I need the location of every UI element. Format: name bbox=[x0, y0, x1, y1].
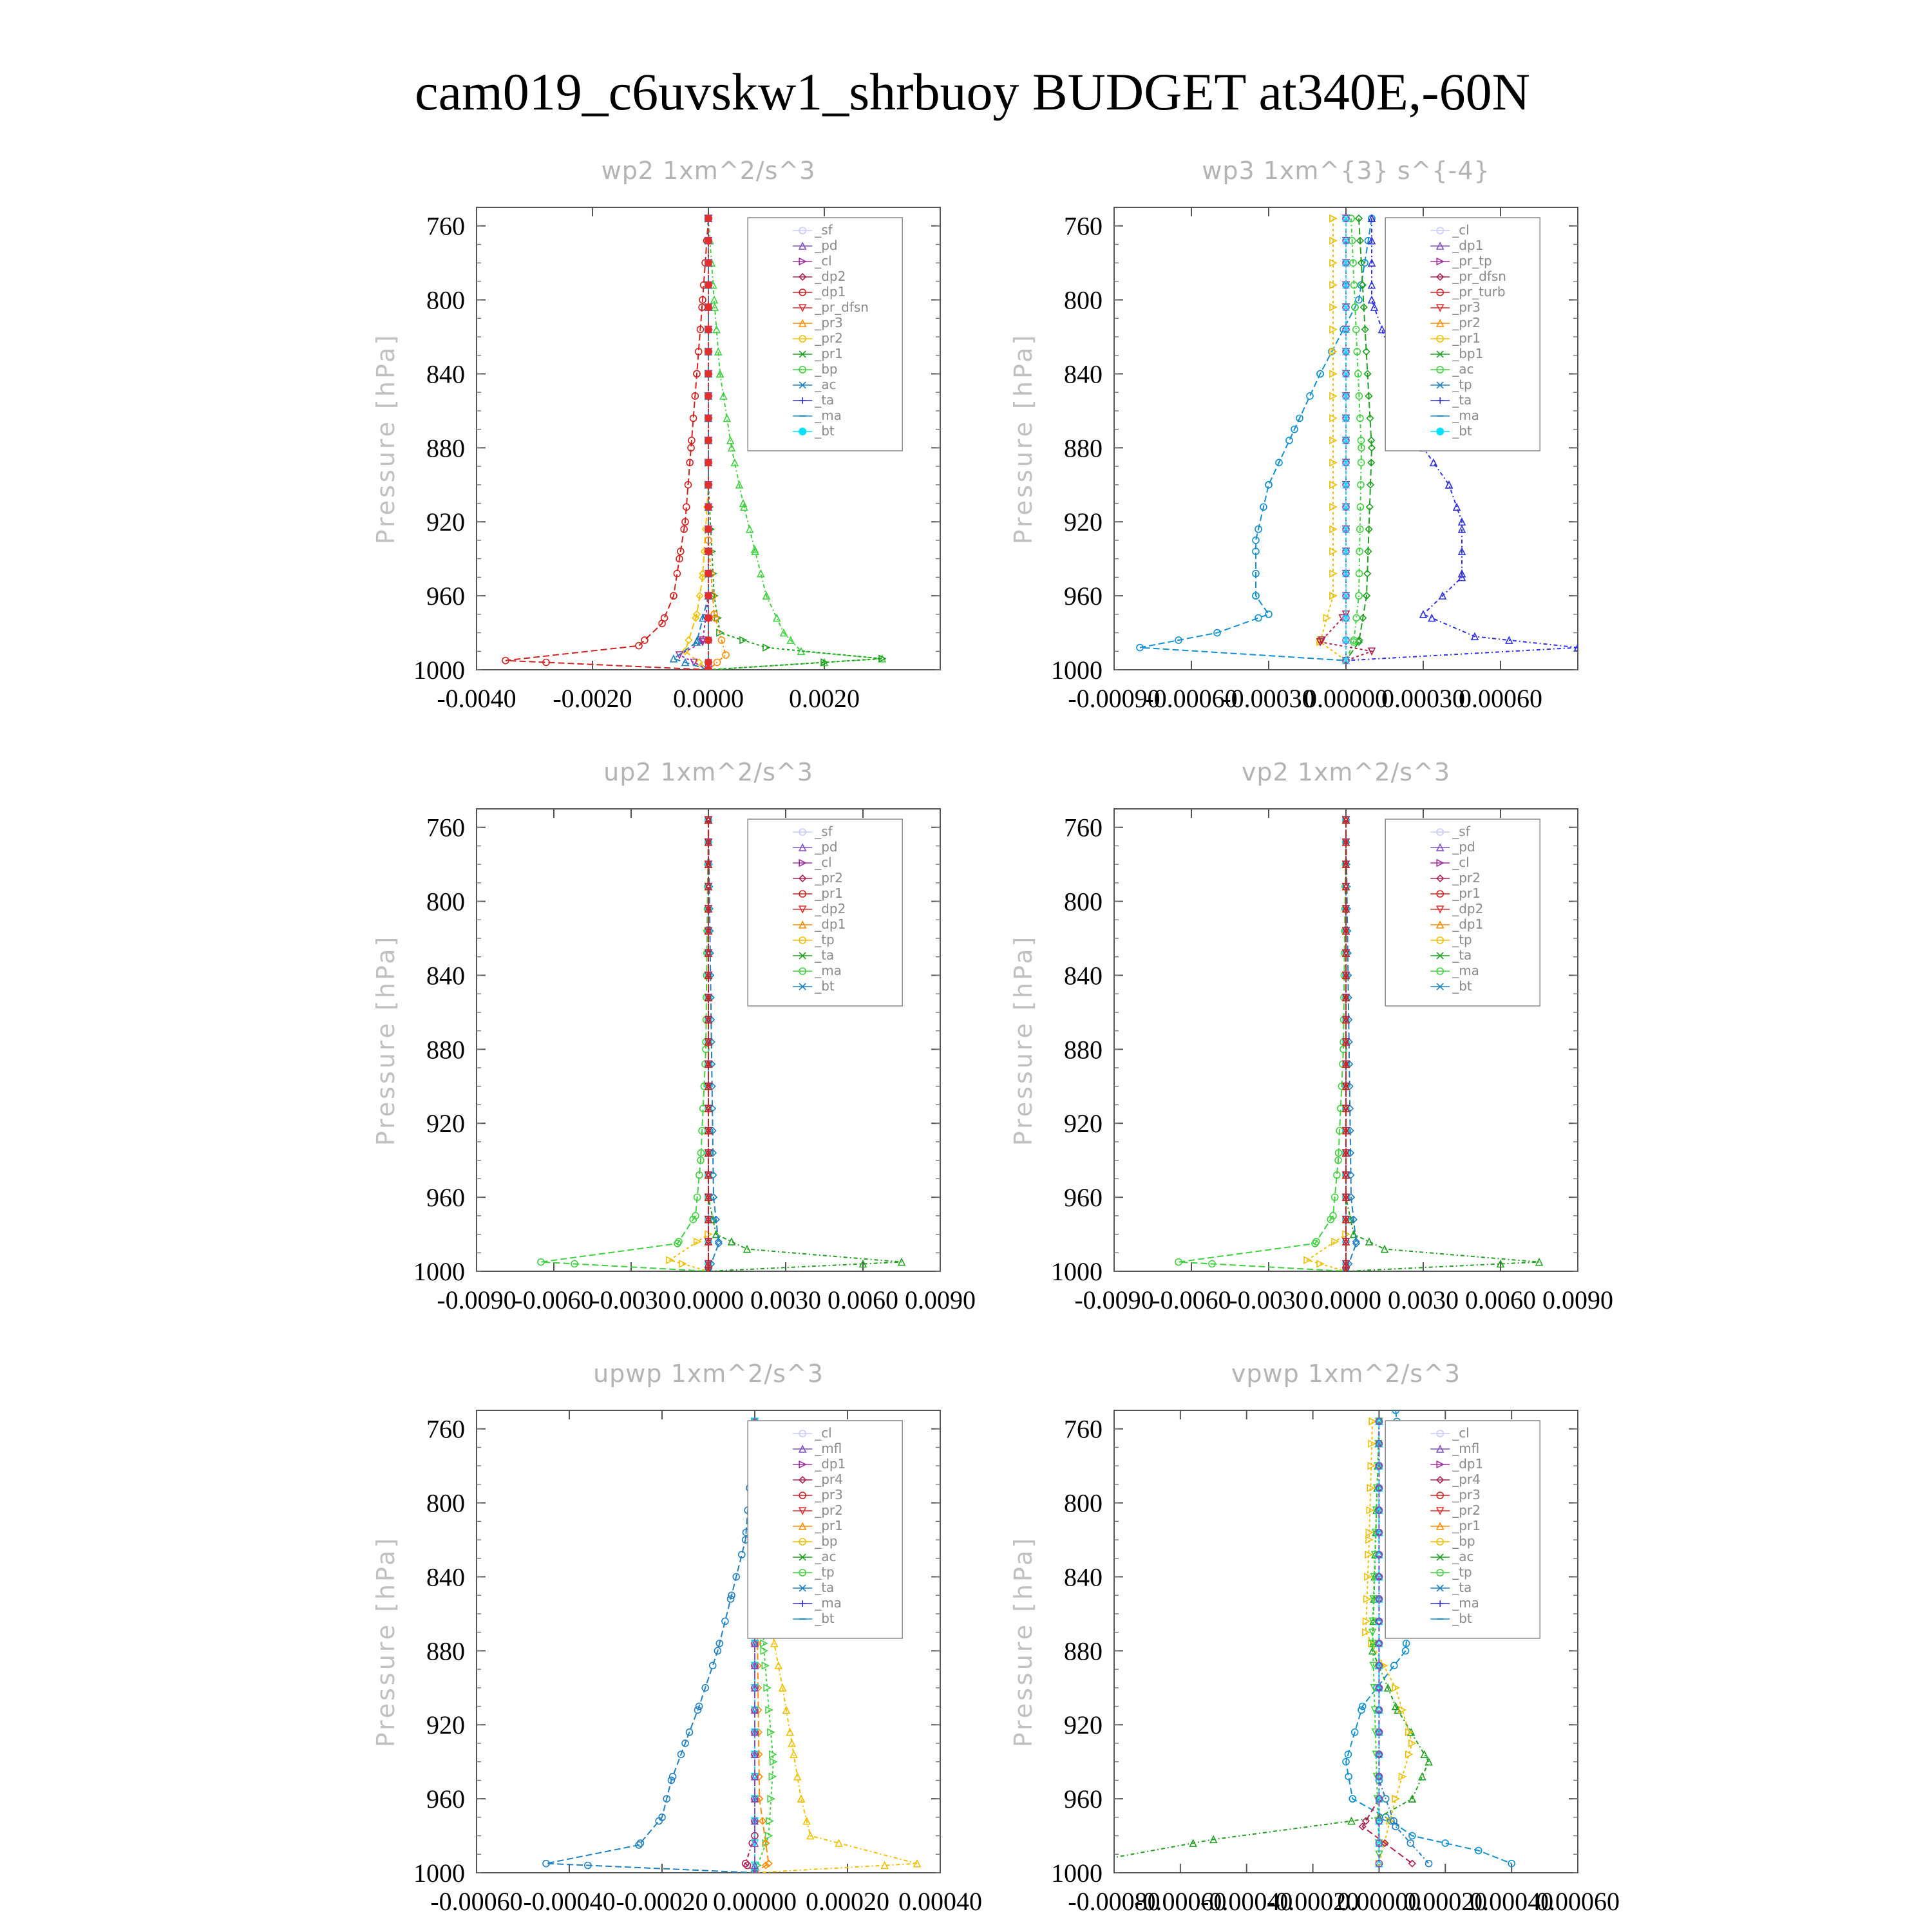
series-line-_ma bbox=[1140, 218, 1372, 660]
series-point-_pr2 bbox=[685, 637, 692, 643]
series-point-_pr_dfsn bbox=[705, 326, 712, 334]
legend-label: _ac bbox=[1452, 361, 1474, 377]
x-tick-label: 0.00040 bbox=[1470, 1887, 1554, 1916]
x-tick-label: 0.0060 bbox=[1465, 1285, 1536, 1314]
x-tick-label: 0.0090 bbox=[905, 1285, 976, 1314]
series-point-_ma bbox=[1255, 615, 1262, 621]
legend-label: _bp bbox=[1452, 1533, 1475, 1549]
x-tick-label: -0.00020 bbox=[1266, 1887, 1359, 1916]
x-tick-label: 0.0000 bbox=[1311, 1285, 1381, 1314]
legend-label: _tp bbox=[1452, 932, 1472, 947]
panel-title: wp2 1xm^2/s^3 bbox=[601, 156, 816, 185]
legend-label: _pr2 bbox=[815, 330, 843, 346]
x-tick-label: -0.00060 bbox=[430, 1887, 523, 1916]
series-point-_pr_dfsn bbox=[705, 348, 712, 355]
series-point-_tp bbox=[637, 1840, 643, 1846]
legend-label: _cl bbox=[815, 253, 832, 269]
series-vertex-_ta bbox=[1420, 611, 1426, 618]
series-vertex-_dp1 bbox=[636, 643, 642, 649]
x-tick-label: 0.00060 bbox=[1536, 1887, 1620, 1916]
legend-label: _pr1 bbox=[815, 1518, 843, 1533]
series-point-_tp bbox=[710, 1662, 716, 1669]
y-tick-label: 800 bbox=[1064, 1488, 1103, 1518]
y-tick-label: 760 bbox=[1064, 1414, 1103, 1444]
panels bbox=[372, 156, 1620, 1916]
legend-label: _ma bbox=[1452, 1595, 1479, 1611]
legend-label: _pr_dfsn bbox=[815, 299, 869, 315]
series-point-_pr_dfsn bbox=[705, 547, 712, 555]
legend-label: _dp2 bbox=[1452, 901, 1484, 916]
legend-label: _dp1 bbox=[815, 284, 846, 299]
legend-label: _pr1 bbox=[815, 346, 843, 361]
x-tick-label: 0.0090 bbox=[1542, 1285, 1613, 1314]
legend-label: _mfl bbox=[1452, 1441, 1480, 1456]
y-tick-label: 960 bbox=[1064, 1785, 1103, 1814]
legend-label: _tp bbox=[815, 1564, 835, 1580]
series-point-_bp bbox=[1419, 1774, 1425, 1780]
x-tick-label: 0.0060 bbox=[828, 1285, 898, 1314]
series-vertex-_dp2 bbox=[744, 1246, 750, 1253]
legend-label: _pd bbox=[815, 238, 838, 253]
panel-title: upwp 1xm^2/s^3 bbox=[593, 1359, 824, 1388]
x-tick-label: -0.0040 bbox=[437, 684, 516, 713]
x-tick-label: -0.00030 bbox=[1222, 684, 1315, 713]
x-tick-label: 0.0020 bbox=[789, 684, 860, 713]
series-point-_bp bbox=[773, 615, 780, 621]
series-point-_pr_dfsn bbox=[705, 237, 712, 245]
legend-label: _dp2 bbox=[815, 901, 846, 916]
y-axis-label: Pressure [hPa] bbox=[1009, 332, 1037, 545]
y-tick-label: 1000 bbox=[1051, 1859, 1103, 1888]
y-tick-label: 800 bbox=[1064, 887, 1103, 916]
x-tick-label: 0.00030 bbox=[1381, 684, 1465, 713]
y-tick-label: 840 bbox=[426, 961, 465, 990]
legend-label: _cl bbox=[1452, 222, 1470, 238]
legend-label: _ma bbox=[1452, 963, 1479, 978]
series-vertex-_pr1 bbox=[763, 645, 770, 651]
series-point-_ta bbox=[1454, 504, 1460, 510]
legend-label: _ta bbox=[815, 1580, 835, 1595]
x-tick-label: 0.00000 bbox=[1304, 684, 1388, 713]
series-point-_pr_dfsn bbox=[705, 281, 712, 289]
y-tick-label: 760 bbox=[1064, 813, 1103, 842]
series-point-_pr_dfsn bbox=[705, 570, 712, 578]
y-tick-label: 960 bbox=[1064, 1183, 1103, 1213]
series-point-_pr1 bbox=[1406, 1751, 1412, 1757]
y-tick-label: 880 bbox=[426, 433, 465, 463]
series-line-_dp1 bbox=[506, 218, 708, 670]
series-point-_pr_dfsn bbox=[705, 526, 712, 533]
series-line-_pr1 bbox=[670, 820, 708, 1271]
series-point-_bp bbox=[1421, 1751, 1428, 1757]
legend-label: _bp1 bbox=[1452, 346, 1484, 361]
x-tick-label: -0.00020 bbox=[616, 1887, 708, 1916]
legend-label: _tp bbox=[1452, 1564, 1472, 1580]
legend-label: _cl bbox=[815, 1425, 832, 1441]
legend-label: _pr3 bbox=[1452, 1487, 1481, 1502]
y-tick-label: 920 bbox=[426, 1109, 465, 1139]
y-tick-label: 1000 bbox=[413, 1257, 465, 1286]
y-tick-label: 920 bbox=[426, 507, 465, 537]
y-axis-label: Pressure [hPa] bbox=[372, 934, 400, 1146]
legend-label: _dp1 bbox=[1452, 1456, 1484, 1472]
series-line-_dp1 bbox=[1179, 820, 1346, 1271]
series-point-_dp2 bbox=[1366, 1238, 1372, 1245]
legend-label: _pd bbox=[815, 839, 838, 855]
panel-3 bbox=[372, 758, 976, 1314]
legend-label: _bp bbox=[815, 1533, 838, 1549]
legend-label: _pr3 bbox=[815, 1487, 843, 1502]
series-point-_pr1 bbox=[790, 1751, 797, 1757]
panel-2 bbox=[1009, 156, 1581, 713]
x-tick-label: 0.0000 bbox=[673, 684, 744, 713]
legend-label: _bt bbox=[815, 1611, 835, 1626]
series-point-_pr_dfsn bbox=[705, 636, 712, 644]
y-tick-label: 1000 bbox=[1051, 656, 1103, 685]
legend-label: _ma bbox=[815, 408, 842, 423]
legend-label: _tp bbox=[1452, 377, 1472, 392]
series-vertex-_pr_dfsn bbox=[705, 214, 712, 222]
series-point-_pr1 bbox=[787, 1729, 793, 1736]
legend-label: _mfl bbox=[815, 1441, 842, 1456]
x-tick-label: 0.0030 bbox=[1388, 1285, 1459, 1314]
y-tick-label: 800 bbox=[426, 285, 465, 315]
legend-label: _ma bbox=[1452, 408, 1479, 423]
series-point-_ac bbox=[1353, 327, 1359, 333]
y-tick-label: 880 bbox=[1064, 433, 1103, 463]
legend-label: _pr4 bbox=[1452, 1472, 1481, 1487]
panel-6 bbox=[1009, 1359, 1620, 1916]
series-point-_pr_dfsn bbox=[705, 481, 712, 489]
legend-label: _pr1 bbox=[1452, 330, 1481, 346]
legend-swatch-marker bbox=[1436, 428, 1444, 435]
series-vertex-_bp bbox=[728, 444, 735, 451]
series-vertex-_tp bbox=[1426, 1861, 1432, 1867]
y-tick-label: 760 bbox=[426, 813, 465, 842]
x-tick-label: -0.0020 bbox=[553, 684, 632, 713]
legend-label: _ta bbox=[815, 392, 835, 408]
y-tick-label: 880 bbox=[426, 1636, 465, 1666]
legend-label: _ma bbox=[815, 1595, 842, 1611]
legend-label: _pr_turb bbox=[1452, 284, 1506, 299]
y-tick-label: 840 bbox=[1064, 961, 1103, 990]
series-vertex-_pr1 bbox=[1363, 1629, 1369, 1636]
x-tick-label: -0.00040 bbox=[1200, 1887, 1293, 1916]
legend-label: _bt bbox=[1452, 423, 1472, 439]
legend-label: _sf bbox=[1452, 824, 1470, 839]
x-tick-label: 0.00000 bbox=[713, 1887, 797, 1916]
legend-label: _pr1 bbox=[815, 886, 843, 901]
legend-swatch-marker bbox=[799, 428, 806, 435]
x-tick-label: 0.00060 bbox=[1459, 684, 1542, 713]
x-tick-label: -0.0030 bbox=[591, 1285, 671, 1314]
series-line-_pr1 bbox=[1307, 820, 1346, 1271]
legend-label: _pr2 bbox=[815, 870, 843, 886]
legend-label: _ta bbox=[1452, 392, 1472, 408]
legend-label: _pr_tp bbox=[1452, 253, 1492, 269]
y-tick-label: 840 bbox=[426, 359, 465, 389]
figure-title: cam019_c6uvskw1_shrbuoy BUDGET at340E,-60N bbox=[415, 62, 1530, 121]
x-tick-label: 0.0000 bbox=[673, 1285, 744, 1314]
y-tick-label: 880 bbox=[426, 1035, 465, 1065]
series-point-_dp2 bbox=[728, 1238, 735, 1245]
series-vertex-_ta bbox=[1368, 297, 1375, 303]
series-point-_pr_dfsn bbox=[705, 659, 712, 667]
y-tick-label: 840 bbox=[1064, 359, 1103, 389]
y-tick-label: 960 bbox=[426, 1785, 465, 1814]
y-tick-label: 880 bbox=[1064, 1636, 1103, 1666]
series-point-_tp bbox=[1407, 1840, 1414, 1846]
legend-label: _cl bbox=[815, 855, 832, 870]
panel-5 bbox=[372, 1359, 982, 1916]
x-tick-label: -0.00060 bbox=[1145, 684, 1238, 713]
x-tick-label: 0.00040 bbox=[898, 1887, 982, 1916]
panel-1 bbox=[372, 156, 940, 713]
y-tick-label: 800 bbox=[426, 887, 465, 916]
series-point-_ma bbox=[1286, 437, 1293, 444]
series-point-_dp1 bbox=[641, 637, 648, 643]
legend-label: _ac bbox=[815, 1549, 837, 1564]
x-tick-label: -0.0060 bbox=[514, 1285, 594, 1314]
x-tick-label: -0.0060 bbox=[1151, 1285, 1231, 1314]
legend-label: _pd bbox=[1452, 839, 1475, 855]
legend-label: _ma bbox=[815, 963, 842, 978]
y-tick-label: 880 bbox=[1064, 1035, 1103, 1065]
legend-label: _pr1 bbox=[1452, 886, 1481, 901]
y-tick-label: 960 bbox=[1064, 582, 1103, 611]
series-point-_pr_dfsn bbox=[705, 370, 712, 377]
x-tick-label: -0.0090 bbox=[1074, 1285, 1154, 1314]
y-tick-label: 800 bbox=[1064, 285, 1103, 315]
panel-title: wp3 1xm^{3} s^{-4} bbox=[1202, 156, 1490, 185]
series-point-_pr_dfsn bbox=[705, 259, 712, 267]
y-tick-label: 800 bbox=[426, 1488, 465, 1518]
series-point-_ta bbox=[1379, 327, 1385, 333]
series-point-_pr_dfsn bbox=[705, 437, 712, 444]
legend-label: _bt bbox=[815, 423, 835, 439]
panel-4 bbox=[1009, 758, 1613, 1314]
series-point-_pr_dfsn bbox=[705, 503, 712, 511]
y-tick-label: 840 bbox=[1064, 1562, 1103, 1592]
legend-label: _pr2 bbox=[1452, 315, 1481, 330]
legend-label: _bt bbox=[1452, 978, 1472, 994]
x-tick-label: 0.00020 bbox=[806, 1887, 889, 1916]
series-line-_tp bbox=[546, 1421, 755, 1873]
series-point-_pr_dfsn bbox=[705, 614, 712, 622]
legend-label: _pr_dfsn bbox=[1452, 269, 1506, 284]
series-point-_ta bbox=[1430, 459, 1437, 466]
legend-label: _pr2 bbox=[815, 1502, 843, 1518]
series-point-_pr_dfsn bbox=[705, 592, 712, 600]
series-point-_pr1 bbox=[794, 1774, 800, 1780]
x-tick-label: 0.0030 bbox=[750, 1285, 821, 1314]
y-tick-label: 1000 bbox=[1051, 1257, 1103, 1286]
series-point-_pr_dfsn bbox=[705, 414, 712, 422]
y-axis-label: Pressure [hPa] bbox=[1009, 934, 1037, 1146]
legend-label: _pr3 bbox=[815, 315, 843, 330]
legend-label: _pr2 bbox=[1452, 870, 1481, 886]
legend-label: _bt bbox=[1452, 1611, 1472, 1626]
legend-label: _ta bbox=[1452, 1580, 1472, 1595]
legend-label: _dp1 bbox=[1452, 916, 1484, 932]
legend-label: _dp2 bbox=[815, 269, 846, 284]
legend-label: _pr2 bbox=[1452, 1502, 1481, 1518]
x-tick-label: 0.00020 bbox=[1403, 1887, 1488, 1916]
y-tick-label: 760 bbox=[1064, 211, 1103, 241]
legend-label: _bp bbox=[815, 361, 838, 377]
y-tick-label: 840 bbox=[426, 1562, 465, 1592]
series-point-_ma bbox=[1391, 1662, 1397, 1669]
legend-label: _ta bbox=[815, 947, 835, 963]
legend-label: _bt bbox=[815, 978, 835, 994]
legend-label: _dp1 bbox=[1452, 238, 1484, 253]
panel-title: vp2 1xm^2/s^3 bbox=[1241, 758, 1451, 786]
legend-label: _ac bbox=[1452, 1549, 1474, 1564]
legend-label: _dp1 bbox=[815, 1456, 846, 1472]
x-tick-label: -0.00060 bbox=[1134, 1887, 1227, 1916]
series-vertex-_ma bbox=[1265, 611, 1272, 618]
series-point-_pr_dfsn bbox=[705, 303, 712, 311]
x-tick-label: -0.00040 bbox=[523, 1887, 616, 1916]
series-point-_ta bbox=[1428, 615, 1435, 621]
legend-label: _ta bbox=[1452, 947, 1472, 963]
y-axis-label: Pressure [hPa] bbox=[372, 332, 400, 545]
legend-label: _cl bbox=[1452, 1425, 1470, 1441]
x-tick-label: -0.0090 bbox=[437, 1285, 516, 1314]
legend-label: _pr1 bbox=[1452, 1518, 1481, 1533]
panel-title: vpwp 1xm^2/s^3 bbox=[1231, 1359, 1461, 1388]
legend-label: _tp bbox=[815, 932, 835, 947]
y-tick-label: 920 bbox=[426, 1710, 465, 1740]
y-tick-label: 960 bbox=[426, 582, 465, 611]
y-tick-label: 760 bbox=[426, 1414, 465, 1444]
series-point-_pr_dfsn bbox=[705, 459, 712, 466]
legend-label: _ac bbox=[815, 377, 837, 392]
series-point-_ma bbox=[1307, 393, 1313, 399]
x-tick-label: -0.00090 bbox=[1068, 684, 1160, 713]
series-line-_dp1 bbox=[541, 820, 708, 1271]
y-tick-label: 1000 bbox=[413, 1859, 465, 1888]
legend-label: _sf bbox=[815, 824, 833, 839]
x-tick-label: 0.00000 bbox=[1337, 1887, 1421, 1916]
y-tick-label: 760 bbox=[426, 211, 465, 241]
y-tick-label: 1000 bbox=[413, 656, 465, 685]
y-tick-label: 920 bbox=[1064, 1109, 1103, 1139]
y-tick-label: 960 bbox=[426, 1183, 465, 1213]
legend-label: _sf bbox=[815, 222, 833, 238]
panel-title: up2 1xm^2/s^3 bbox=[603, 758, 813, 786]
series-point-_pr_dfsn bbox=[705, 392, 712, 400]
legend-label: _cl bbox=[1452, 855, 1470, 870]
legend-label: _dp1 bbox=[815, 916, 846, 932]
series-vertex-_dp2 bbox=[1381, 1246, 1388, 1253]
y-tick-label: 920 bbox=[1064, 507, 1103, 537]
y-axis-label: Pressure [hPa] bbox=[1009, 1535, 1037, 1748]
series-point-_tp bbox=[670, 1774, 676, 1780]
y-tick-label: 920 bbox=[1064, 1710, 1103, 1740]
legend-label: _pr3 bbox=[1452, 299, 1481, 315]
x-tick-label: -0.0030 bbox=[1229, 1285, 1309, 1314]
y-axis-label: Pressure [hPa] bbox=[372, 1535, 400, 1748]
x-tick-label: -0.00080 bbox=[1068, 1887, 1160, 1916]
legend-label: _pr4 bbox=[815, 1472, 843, 1487]
series-vertex-_pr_dfsn bbox=[705, 666, 712, 674]
